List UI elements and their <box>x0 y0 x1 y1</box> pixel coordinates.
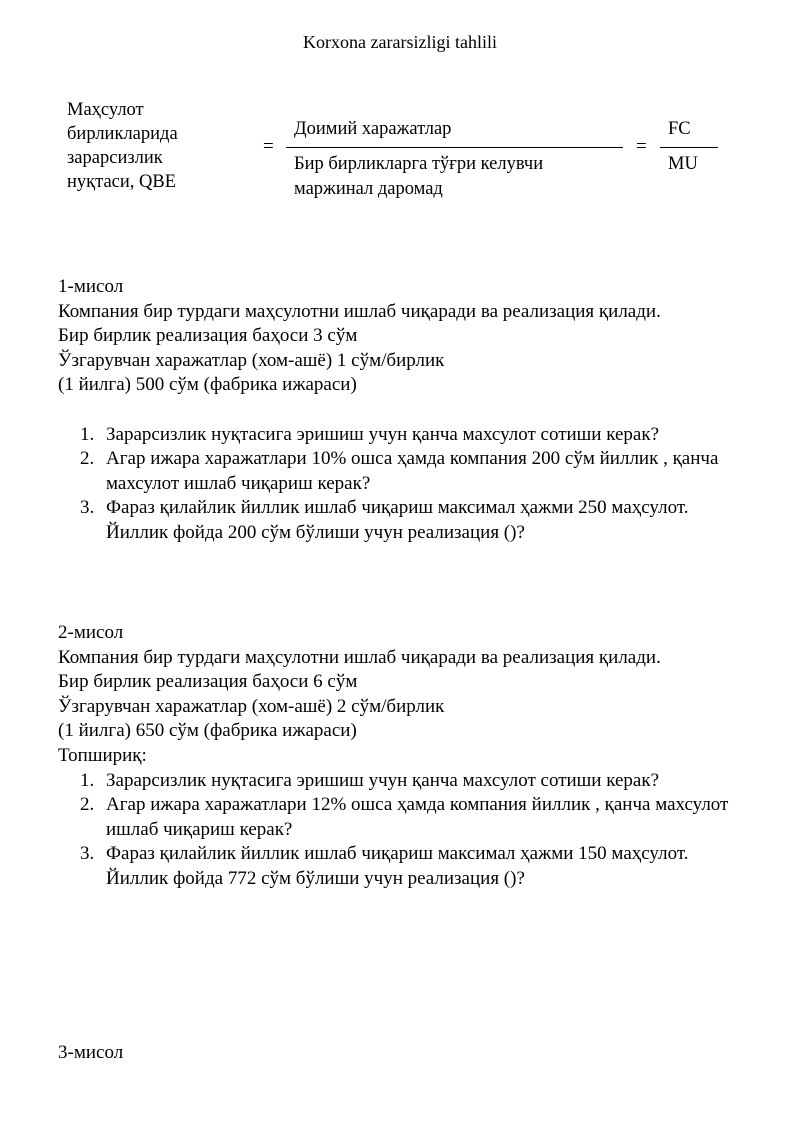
example-heading: 2-мисол <box>58 622 124 643</box>
example-line: Бир бирлик реализация баҳоси 3 сўм <box>58 325 358 347</box>
list-item <box>58 423 748 448</box>
example-heading: 3-мисол <box>58 1042 124 1063</box>
fraction-numerator: Доимий харажатлар <box>294 119 452 139</box>
fraction-denominator-short: MU <box>668 154 698 174</box>
task-text: Фараз қилайлик йиллик ишлаб чиқариш максимал ҳажми 250 маҳсулот. Йиллик фойда 200 сўм бўлиши учун реализация ()? <box>106 497 689 543</box>
page-title: Korxona zararsizligi tahlili <box>303 32 497 52</box>
example-2 <box>58 621 748 892</box>
equals-sign: = <box>263 136 274 157</box>
example-line: (1 йилга) 500 сўм (фабрика ижараси) <box>58 374 357 396</box>
fraction-denominator: Бир бирликларга тўғри келувчи маржинал даромад <box>294 154 544 199</box>
task-text: Фараз қилайлик йиллик ишлаб чиқариш максимал ҳажми 150 маҳсулот. Йиллик фойда 772 сўм бўлиши учун реализация ()? <box>106 843 689 889</box>
example-1 <box>58 275 748 546</box>
example-line: Компания бир турдаги маҳсулотни ишлаб чиқаради ва реализация қилади. <box>58 646 661 668</box>
example-line: Бир бирлик реализация баҳоси 6 сўм <box>58 671 358 693</box>
fraction-bar <box>660 147 718 148</box>
task-text: Зарарсизлик нуқтасига эришиш учун қанча махсулот сотиши керак? <box>106 423 660 445</box>
task-list <box>58 423 748 546</box>
list-number: 3. <box>80 843 95 865</box>
formula-label: Маҳсулот бирликларида зарарсизлик нуқтаси, QBE <box>67 100 178 192</box>
example-line: Ўзгарувчан харажатлар (хом-ашё) 1 сўм/бирлик <box>58 349 445 371</box>
task-text: Агар ижара харажатлари 12% ошса ҳамда компания йиллик , қанча махсулот ишлаб чиқариш керак? <box>106 794 729 840</box>
example-line: Ўзгарувчан харажатлар (хом-ашё) 2 сўм/бирлик <box>58 695 445 717</box>
list-item <box>58 769 748 794</box>
task-list <box>58 769 748 892</box>
list-item <box>58 447 748 496</box>
list-item <box>58 496 748 545</box>
list-item <box>58 842 748 891</box>
list-number: 1. <box>80 423 95 445</box>
fraction-numerator-short: FC <box>668 119 691 139</box>
example-heading: 1-мисол <box>58 276 124 297</box>
task-text: Зарарсизлик нуқтасига эришиш учун қанча махсулот сотиши керак? <box>106 769 660 791</box>
list-number: 2. <box>80 794 95 816</box>
equals-sign: = <box>636 136 647 157</box>
list-item <box>58 793 748 842</box>
example-line: (1 йилга) 650 сўм (фабрика ижараси) <box>58 720 357 742</box>
task-text: Агар ижара харажатлари 10% ошса ҳамда компания 200 сўм йиллик , қанча махсулот ишлаб чиқариш керак? <box>106 448 719 494</box>
list-number: 2. <box>80 448 95 470</box>
list-number: 3. <box>80 497 95 519</box>
example-line: Компания бир турдаги маҳсулотни ишлаб чиқаради ва реализация қилади. <box>58 300 661 322</box>
example-line: Топшириқ: <box>58 744 147 766</box>
fraction-bar <box>286 147 623 148</box>
list-number: 1. <box>80 769 95 791</box>
example-3 <box>58 1041 748 1066</box>
